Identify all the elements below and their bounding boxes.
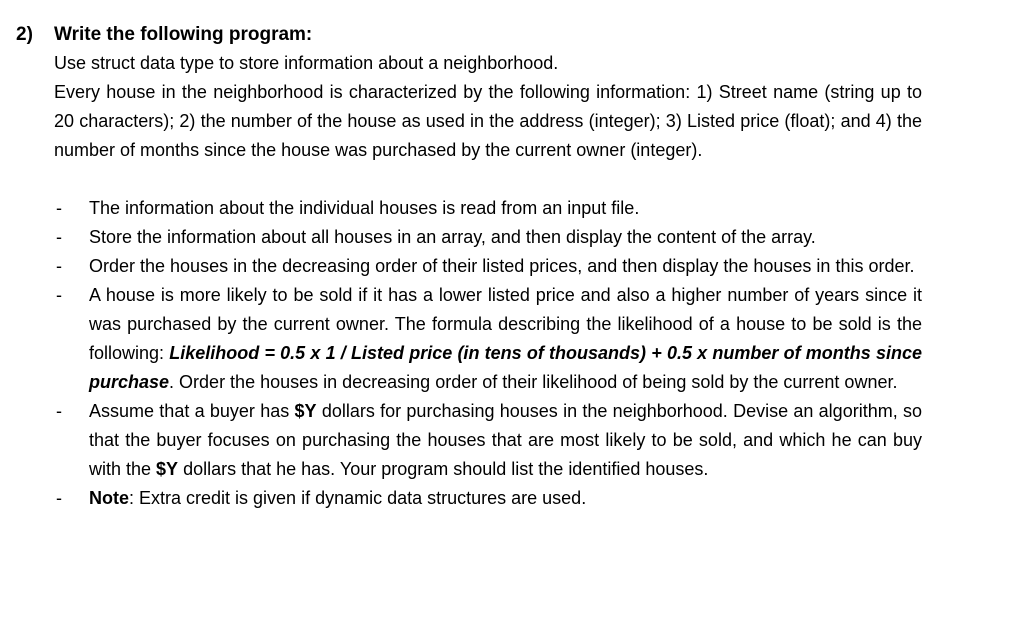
- note-text: : Extra credit is given if dynamic data structures are used.: [129, 488, 587, 508]
- requirement-text: The information about the individual houses is read from an input file.: [89, 198, 640, 218]
- question-title: Write the following program:: [54, 24, 313, 45]
- buyer-budget-amount: $Y: [156, 459, 179, 479]
- house-description-paragraph: Every house in the neighborhood is characterized by the following information: 1) Street name (string up to 20 characters); 2) the number of the house as used in the address (integer); 3) Listed price (float); and 4) the number of months since the house was purchased by the current owner (integer).: [54, 82, 922, 160]
- likelihood-formula: Likelihood = 0.5 x 1 / Listed price (in tens of thousands) + 0.5 x number of months since purchase: [89, 343, 923, 392]
- note-label: Note: [89, 488, 129, 508]
- bullet-dash: -: [56, 488, 62, 508]
- bullet-dash: -: [56, 198, 62, 218]
- buyer-budget-amount: $Y: [294, 401, 317, 421]
- buyer-text-part1: Assume that a buyer has: [89, 401, 295, 421]
- requirement-order-by-price: [54, 252, 922, 281]
- bullet-dash: -: [56, 285, 62, 305]
- requirement-text: Store the information about all houses in an array, and then display the content of the array.: [89, 227, 816, 247]
- bullet-dash: -: [56, 401, 62, 421]
- intro-paragraph: Use struct data type to store information about a neighborhood.: [54, 53, 559, 73]
- likelihood-intro-text: A house is more likely to be sold if it has a lower listed price and also a higher number of years since it was purchased by the current owner. The formula describing the likelihood of a house to be sold is the following:: [89, 285, 922, 363]
- likelihood-after-text: . Order the houses in decreasing order of their likelihood of being sold by the current owner.: [169, 372, 898, 392]
- buyer-text-part2: dollars for purchasing houses in the neighborhood. Devise an algorithm, so that the buyer focuses on purchasing the houses that are most likely to be sold, and which he can buy with the: [89, 401, 922, 479]
- requirements-list: [54, 194, 922, 513]
- requirement-buyer-algorithm: [54, 397, 922, 484]
- question-heading: [16, 20, 312, 49]
- requirement-likelihood: [54, 281, 922, 397]
- question-number: 2): [16, 24, 33, 45]
- requirement-read-input: [54, 194, 922, 223]
- requirement-extra-credit-note: [54, 484, 922, 513]
- requirement-store-array: [54, 223, 922, 252]
- buyer-text-part3: dollars that he has. Your program should list the identified houses.: [178, 459, 709, 479]
- bullet-dash: -: [56, 256, 62, 276]
- bullet-dash: -: [56, 227, 62, 247]
- requirement-text: Order the houses in the decreasing order of their listed prices, and then display the houses in this order.: [89, 256, 915, 276]
